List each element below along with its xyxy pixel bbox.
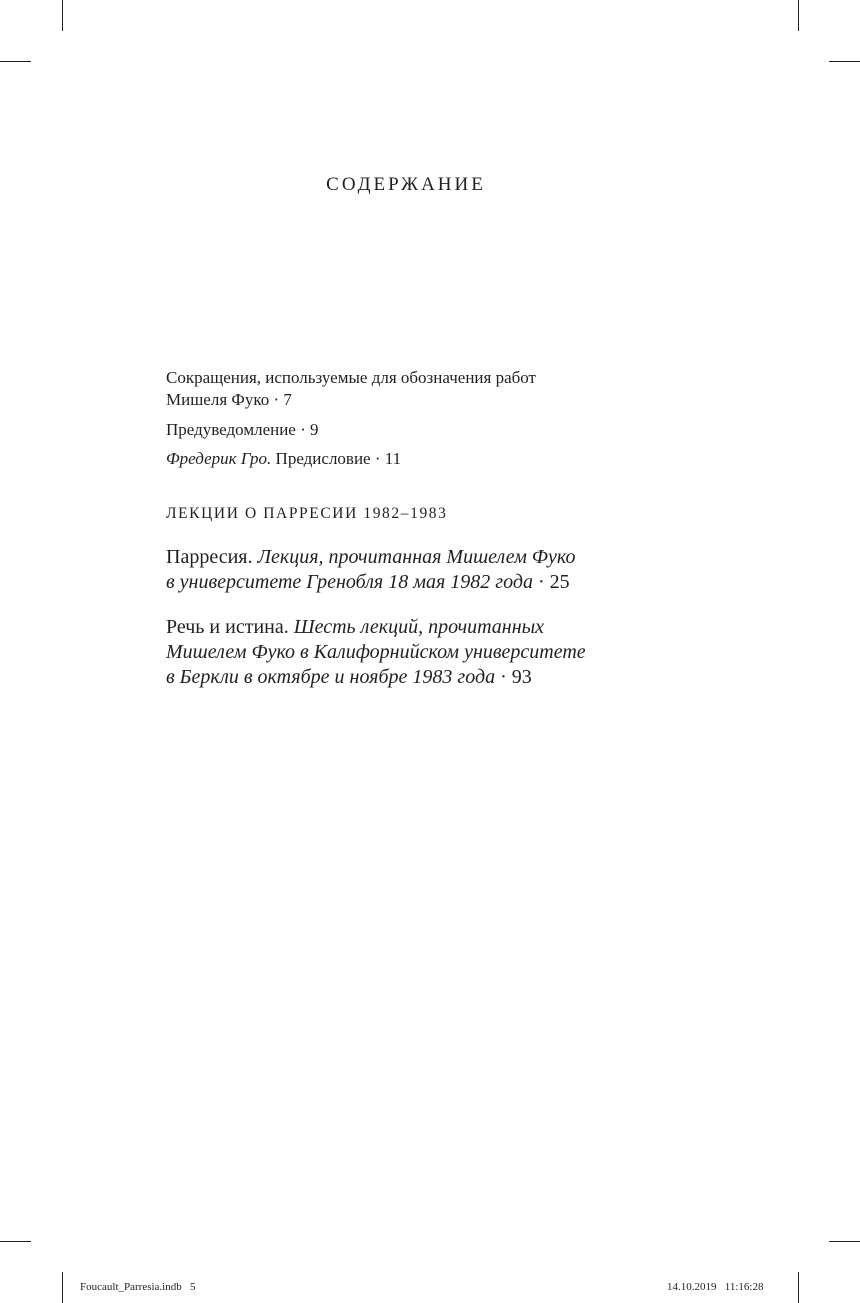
toc-entry-lecture-parrhesia	[166, 545, 636, 595]
crop-mark-left-top	[0, 61, 31, 62]
crop-mark-bottom-right	[798, 1272, 799, 1303]
toc-entry-page: · 25	[532, 571, 570, 593]
toc-entry-author: Фредерик Гро.	[166, 449, 272, 468]
toc-entry-line	[166, 665, 636, 690]
toc-entry-subtitle: Шесть лекций, прочитанных	[288, 616, 545, 638]
crop-mark-right-bottom	[829, 1241, 860, 1242]
footer-file-name: Foucault_Parresia.indb 5	[80, 1281, 196, 1293]
toc-entry-title: Речь и истина.	[166, 616, 289, 638]
toc-entry-subtitle: Лекция, прочитанная Мишелем Фуко	[252, 546, 576, 568]
crop-mark-bottom-left	[62, 1272, 63, 1303]
toc-entry-page: · 93	[495, 666, 532, 688]
page-title: СОДЕРЖАНИЕ	[326, 174, 486, 195]
footer-timestamp: 14.10.2019 11:16:28	[667, 1281, 764, 1293]
crop-mark-top-right	[798, 0, 799, 31]
toc-entry-subtitle: в Беркли в октябре и ноябре 1983 года	[166, 666, 496, 688]
toc-entry-line	[166, 570, 636, 595]
toc-entry-line: Сокращения, используемые для обозначения работ	[166, 368, 536, 387]
toc-entry-subtitle: в университете Гренобля 18 мая 1982 года	[166, 571, 533, 593]
toc-entry-text: Предисловие · 11	[271, 449, 402, 468]
crop-mark-left-bottom	[0, 1241, 31, 1242]
toc-entry-line	[166, 640, 636, 665]
toc-entry-text: Предуведомление · 9	[166, 420, 319, 439]
crop-mark-right-top	[829, 61, 860, 62]
section-heading: ЛЕКЦИИ О ПАРРЕСИИ 1982–1983	[166, 505, 448, 522]
toc-entry-foreword	[166, 419, 636, 441]
toc-entry-line: Мишеля Фуко · 7	[166, 390, 292, 409]
toc-entry-line	[166, 615, 636, 640]
toc-entry-line	[166, 545, 636, 570]
toc-entry-subtitle: Мишелем Фуко в Калифорнийском университете	[166, 641, 586, 663]
toc-entry-abbreviations	[166, 367, 636, 411]
toc-entry-preface	[166, 448, 636, 470]
toc-entry-lecture-speech-truth	[166, 615, 636, 690]
toc-entry-title: Парресия.	[166, 546, 253, 568]
crop-mark-top-left	[62, 0, 63, 31]
